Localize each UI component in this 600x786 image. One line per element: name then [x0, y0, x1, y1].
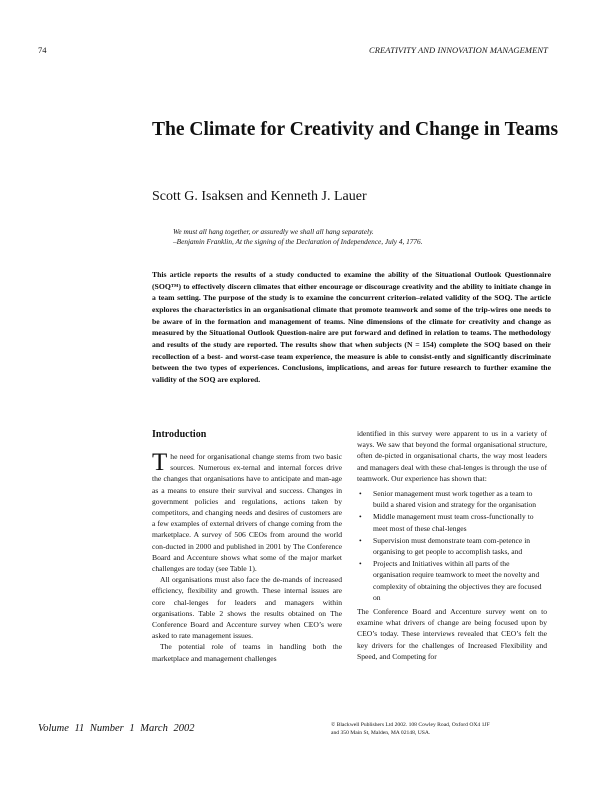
list-item: • Middle management must team cross-functionally to meet most of these chal-lenges — [359, 512, 534, 533]
paragraph-1 — [152, 451, 342, 574]
bullet-list — [357, 488, 547, 603]
running-header-journal: CREATIVITY AND INNOVATION MANAGEMENT — [368, 45, 548, 55]
bullet-icon: • — [359, 489, 362, 499]
paragraph-3: The potential role of teams in handling both the marketplace and management challenges — [152, 642, 342, 663]
page-number: 74 — [38, 45, 47, 55]
bullet-icon: • — [359, 512, 362, 522]
paragraph-4: identified in this survey were apparent to us in a variety of ways. We saw that beyond the formal organisational structure, often de-picted in organisational charts, the way most leaders and managers deal with these chal-lenges is through the use of teamwork. Our experience has shown that: — [357, 429, 547, 483]
paragraph-5: The Conference Board and Accenture survey went on to examine what drivers of change are being focused upon by CEO’s today. These interviews revealed that CEO’s felt the key drivers for the challenges of Increased Flexibility and Speed, and Competing for — [357, 607, 547, 661]
section-heading-introduction: Introduction — [152, 429, 207, 440]
bullet-icon: • — [359, 559, 362, 569]
article-title: The Climate for Creativity and Change in Teams — [152, 119, 559, 140]
epigraph — [173, 227, 573, 246]
bullet-icon: • — [359, 535, 362, 545]
list-item: • Projects and Initiatives within all parts of the organisation require teamwork to meet the novelty and complexity of obtaining the objectives they are focused on — [359, 559, 542, 602]
footer-publisher: © Blackwell Publishers Ltd 2002. 108 Cowley Road, Oxford OX4 1JF and 350 Main St, Malden, MA 02148, USA. — [331, 722, 490, 736]
paragraph-2: All organisations must also face the de-mands of increased efficiency, flexibility and growth. These internal issues are core chal-lenges for leaders and managers within organisations. Table 2 shows the results obtained on The Conference Board and Accenture survey when CEO’s were asked to rate management issues. — [152, 575, 342, 641]
epigraph-attribution: –Benjamin Franklin, At the signing of the Declaration of Independence, July 4, 1776. — [173, 236, 423, 246]
drop-cap: T — [152, 449, 168, 476]
article-authors: Scott G. Isaksen and Kenneth J. Lauer — [152, 189, 367, 204]
paragraph-1-text: he need for organisational change stems from two basic sources. Numerous ex-ternal and internal forces drive the changes that organisations have to anticipate and man-age as a means to ensure their survival and success. Changes in government policies and regulations, actions taken by competitors, and changing needs and desires of customers are a few examples of external drivers of change coming from the marketplace. A survey of 506 CEOs from around the world con-ducted in 2000 and published in 2001 by The Conference Board and Accenture shows what some of the major market challenges are today (see Table 1). — [152, 452, 342, 574]
footer-volume: Volume 11 Number 1 March 2002 — [38, 723, 195, 734]
list-item: • Supervision must demonstrate team com-petence in organising to get people to accomplish tasks, and — [359, 535, 531, 557]
body-column-right — [357, 428, 547, 662]
body-column-left — [152, 428, 342, 664]
list-item: • Senior management must work together as a team to build a shared vision and strategy for the organisation — [359, 489, 537, 510]
epigraph-quote: We must all hang together, or assuredly we shall all hang separately. — [173, 227, 374, 236]
abstract: This article reports the results of a study conducted to examine the ability of the Situational Outlook Questionnaire (SOQ™) to effectively discern climates that either encourage or discourage creativity and the ability to initiate change in a team setting. The purpose of the study is to examine the concurrent criterion–related validity of the SOQ. The article explores the characteristics in an organisational climate that promote teamwork and some of the trip-wires one needs to be aware of in the formation and management of teams. Nine dimensions of the climate for creativity and change as measured by the Situational Outlook Question-naire are put forward and defined in relation to teams. The methodology and results of the study are reported. The results show that when subjects (N = 154) complete the SOQ based on their recollection of a best- and worst-case team experience, the measure is able to consist-ently and significantly discriminate between the two types of experiences. Conclusions, implications, and areas for future research to further examine the validity of the SOQ are explored. — [152, 270, 551, 384]
